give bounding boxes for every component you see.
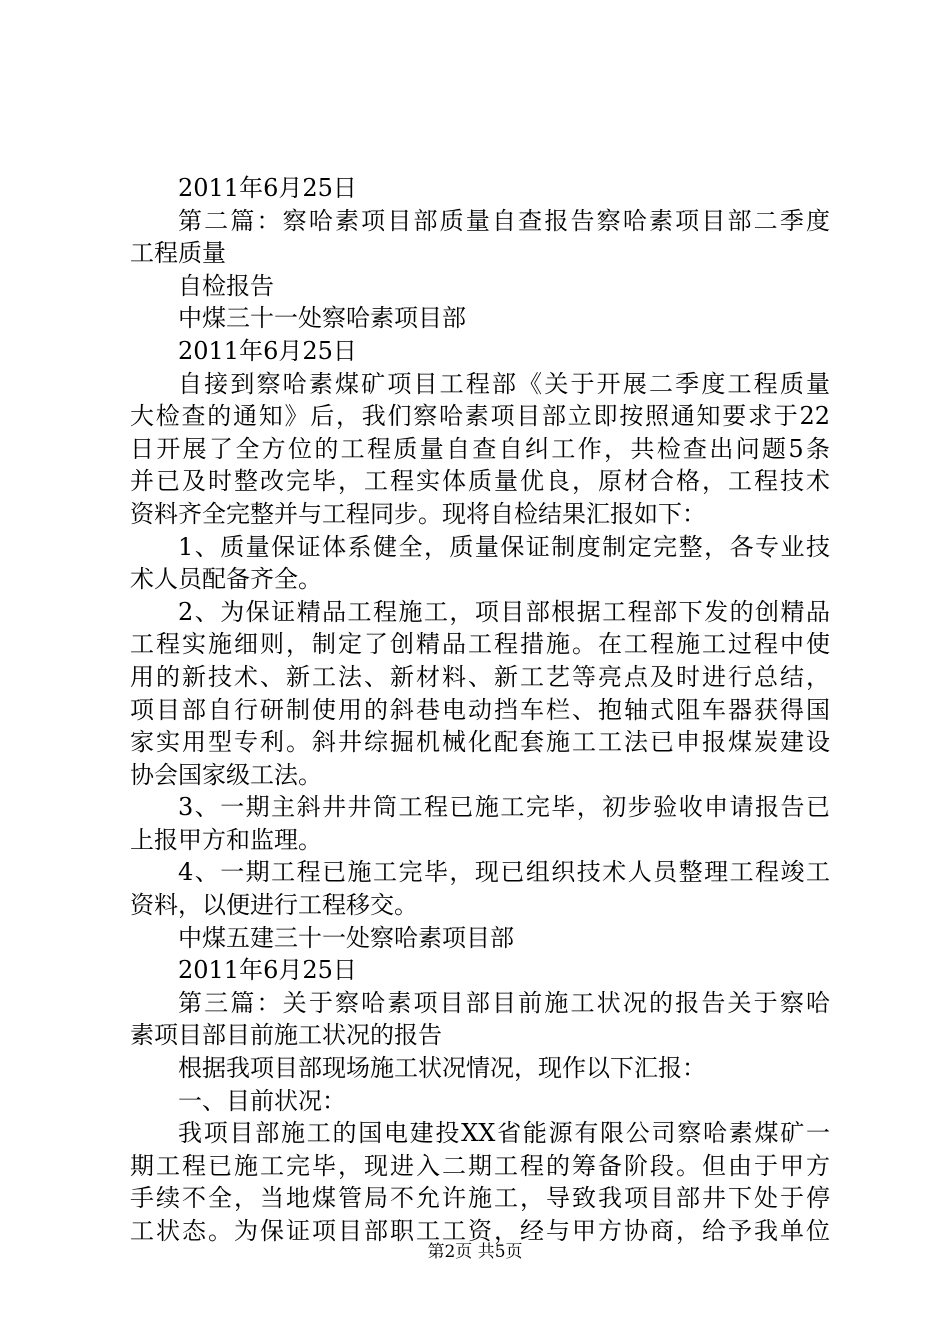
text-line: 我项目部施工的国电建投XX省能源有限公司察哈素煤矿一 <box>178 1119 830 1148</box>
text-line: 3、一期主斜井井筒工程已施工完毕，初步验收申请报告已 <box>178 793 830 822</box>
text-line: 一、目前状况： <box>178 1086 346 1115</box>
text-line: 工程质量 <box>130 239 226 268</box>
text-line: 自接到察哈素煤矿项目工程部《关于开展二季度工程质量 <box>178 369 830 398</box>
text-line: 期工程已施工完毕，现进入二期工程的筹备阶段。但由于甲方 <box>130 1151 830 1180</box>
text-line: 2011年6月25日 <box>178 336 357 365</box>
text-line: 日开展了全方位的工程质量自查自纠工作，共检查出问题5条 <box>130 434 830 463</box>
text-line: 4、一期工程已施工完毕，现已组织技术人员整理工程竣工 <box>178 858 830 887</box>
text-line: 家实用型专利。斜井综掘机械化配套施工工法已申报煤炭建设 <box>130 728 830 757</box>
text-line: 根据我项目部现场施工状况情况，现作以下汇报： <box>178 1054 706 1083</box>
text-line: 上报甲方和监理。 <box>130 825 322 854</box>
text-line: 手续不全，当地煤管局不允许施工，导致我项目部井下处于停 <box>130 1184 830 1213</box>
text-line: 素项目部目前施工状况的报告 <box>130 1021 442 1050</box>
text-line: 用的新技术、新工法、新材料、新工艺等亮点及时进行总结， <box>130 662 830 691</box>
text-line: 2、为保证精品工程施工，项目部根据工程部下发的创精品 <box>178 597 830 626</box>
text-line: 2011年6月25日 <box>178 956 357 985</box>
text-line: 资料，以便进行工程移交。 <box>130 891 418 920</box>
text-line: 1、质量保证体系健全，质量保证制度制定完整，各专业技 <box>178 532 830 561</box>
document-body <box>130 172 830 1248</box>
text-line: 资料齐全完整并与工程同步。现将自检结果汇报如下： <box>130 499 706 528</box>
text-line: 协会国家级工法。 <box>130 760 322 789</box>
text-line: 中煤三十一处察哈素项目部 <box>178 304 466 333</box>
text-line: 中煤五建三十一处察哈素项目部 <box>178 923 514 952</box>
text-line: 项目部自行研制使用的斜巷电动挡车栏、抱轴式阻车器获得国 <box>130 695 830 724</box>
text-line: 第三篇：关于察哈素项目部目前施工状况的报告关于察哈 <box>178 988 830 1017</box>
text-line: 自检报告 <box>178 271 274 300</box>
text-line: 工状态。为保证项目部职工工资，经与甲方协商，给予我单位 <box>130 1217 830 1245</box>
text-line: 并已及时整改完毕，工程实体质量优良，原材合格，工程技术 <box>130 467 830 496</box>
text-line: 2011年6月25日 <box>178 174 357 202</box>
text-line: 工程实施细则，制定了创精品工程措施。在工程施工过程中使 <box>130 630 830 659</box>
text-line: 大检查的通知》后，我们察哈素项目部立即按照通知要求于22 <box>130 402 830 431</box>
text-line: 第二篇：察哈素项目部质量自查报告察哈素项目部二季度 <box>178 206 830 235</box>
text-line: 术人员配备齐全。 <box>130 565 322 594</box>
page-footer: 第2页 共5页 <box>427 1242 523 1262</box>
